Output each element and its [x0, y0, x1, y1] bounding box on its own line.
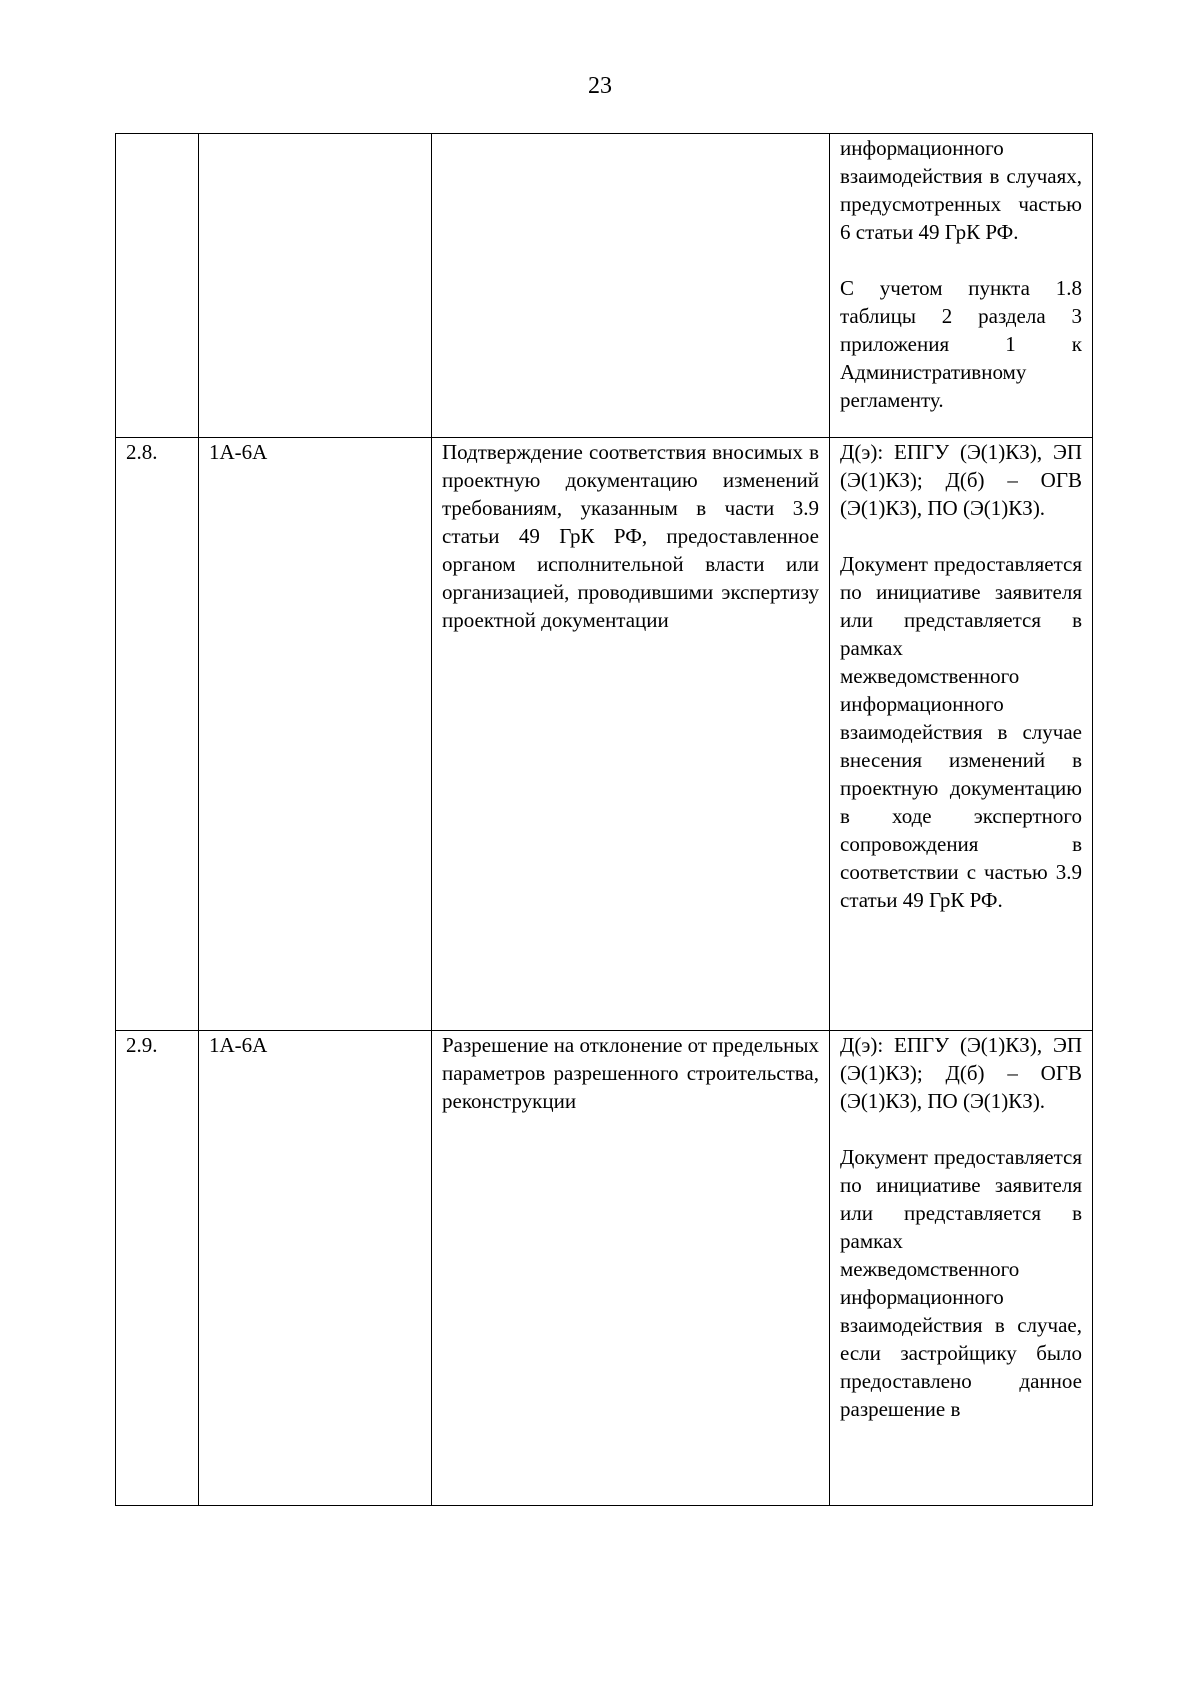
row-code-cell — [199, 134, 432, 438]
page-number: 23 — [588, 73, 612, 99]
row-document-cell: Разрешение на отклонение от предельных параметров разрешенного строительства, реконструкции — [432, 1031, 830, 1506]
documents-table — [115, 133, 1093, 1506]
notes-paragraph: Документ предоставляется по инициативе заявителя или представляется в рамках межведомственного информационного взаимодействия в случае, если застройщику было предоставлено данное разрешение в — [840, 1145, 1082, 1421]
notes-paragraph: Д(э): ЕПГУ (Э(1)КЗ), ЭП (Э(1)КЗ); Д(б) – ОГВ (Э(1)КЗ), ПО (Э(1)КЗ). — [840, 440, 1082, 520]
row-number-cell: 2.8. — [116, 438, 199, 1031]
table-row — [116, 1031, 1093, 1506]
row-code-cell: 1А-6А — [199, 438, 432, 1031]
notes-paragraph: С учетом пункта 1.8 таблицы 2 раздела 3 приложения 1 к Административному регламенту. — [840, 276, 1082, 412]
notes-paragraph: Д(э): ЕПГУ (Э(1)КЗ), ЭП (Э(1)КЗ); Д(б) – ОГВ (Э(1)КЗ), ПО (Э(1)КЗ). — [840, 1033, 1082, 1113]
notes-paragraph: информационного взаимодействия в случаях, предусмотренных частью 6 статьи 49 ГрК РФ. — [840, 136, 1082, 244]
table-row — [116, 438, 1093, 1031]
row-document-cell — [432, 134, 830, 438]
row-document-cell: Подтверждение соответствия вносимых в проектную документацию изменений требованиям, указанным в части 3.9 статьи 49 ГрК РФ, предоставленное органом исполнительной власти или организацией, проводившими экспертизу проектной документации — [432, 438, 830, 1031]
row-code-cell: 1А-6А — [199, 1031, 432, 1506]
row-notes-cell — [830, 438, 1093, 1031]
row-notes-cell — [830, 134, 1093, 438]
row-notes-cell — [830, 1031, 1093, 1506]
row-number-cell: 2.9. — [116, 1031, 199, 1506]
table-row — [116, 134, 1093, 438]
notes-paragraph: Документ предоставляется по инициативе заявителя или представляется в рамках межведомственного информационного взаимодействия в случае внесения изменений в проектную документацию в ходе экспертного сопровождения в соответствии с частью 3.9 статьи 49 ГрК РФ. — [840, 552, 1082, 912]
row-number-cell — [116, 134, 199, 438]
